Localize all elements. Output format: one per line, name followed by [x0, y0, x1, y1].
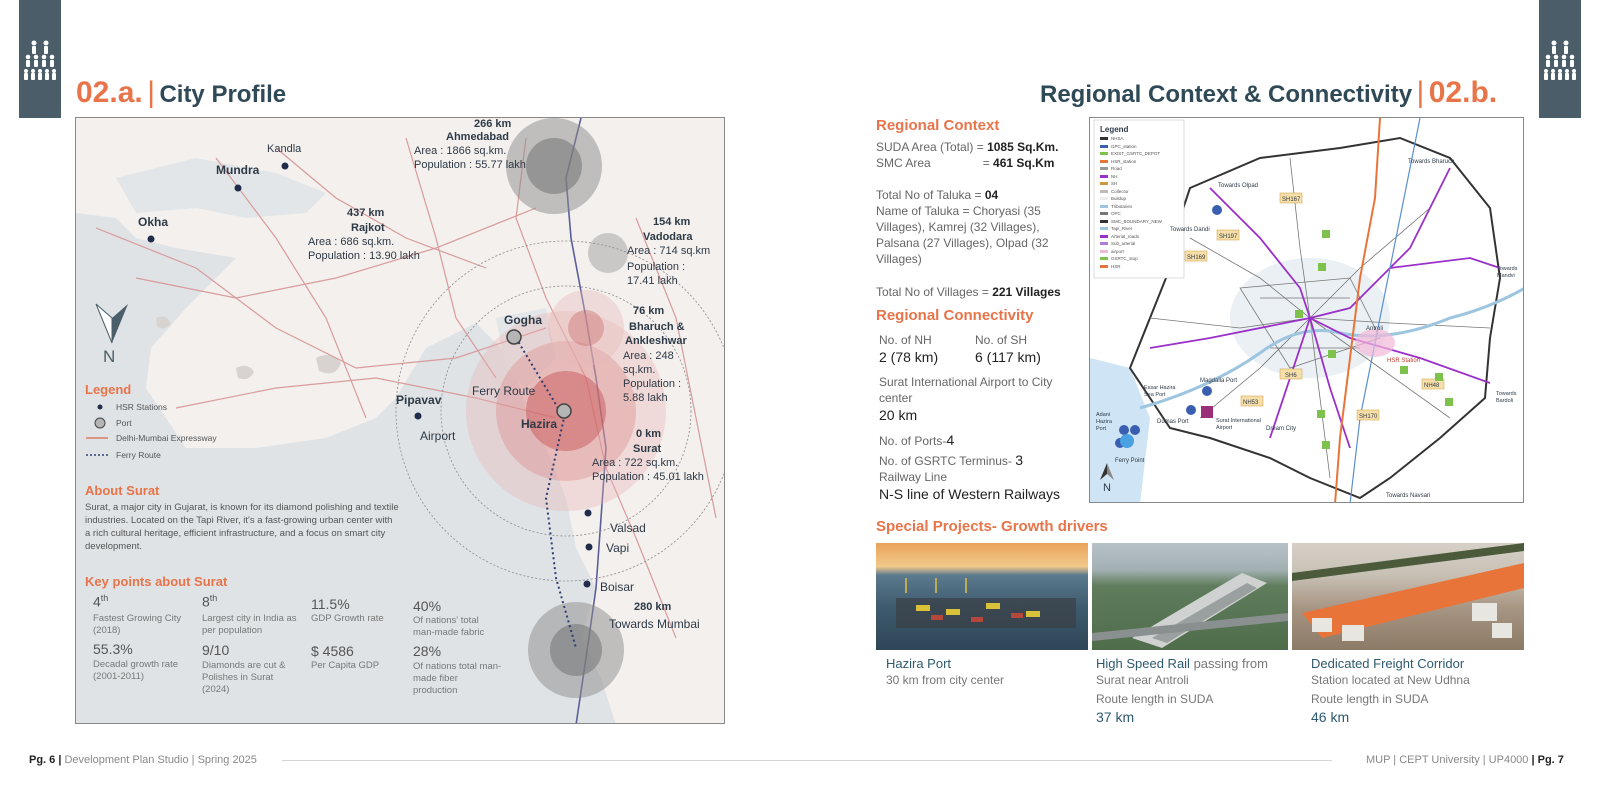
suda-legend-swatch [1100, 145, 1108, 148]
keypoint-label: Diamonds are cut & Polishes in Surat (2024) [202, 660, 286, 695]
map-label-kandla: Kandla [267, 143, 302, 155]
suda-region-map [1089, 117, 1524, 503]
suda-label-towards-mandvi: Towards Mandvi [1497, 266, 1518, 279]
regional-connectivity-title: Regional Connectivity [876, 307, 1034, 324]
legend-item-hsr: HSR Stations [116, 402, 168, 412]
suda-legend-swatch [1100, 257, 1108, 260]
suda-legend-item [1100, 248, 1182, 256]
freight-corridor-photo [1292, 543, 1524, 650]
map-label-valsad: Valsad [610, 521, 646, 535]
keypoint-value: 8th [202, 593, 218, 610]
suda-legend-swatch [1100, 167, 1108, 170]
project-3-sub2: Route length in SUDA [1311, 692, 1429, 706]
suda-legend-label: HSR_station [1111, 158, 1137, 164]
suda-label-sh6: SH6 [1285, 373, 1297, 379]
map-label-mumbai-km: 280 km [634, 601, 672, 613]
keypoint-label: Largest city in India as per population [202, 613, 297, 636]
project-3-sub1: Station located at New Udhna [1311, 673, 1470, 687]
keypoint-value: 55.3% [93, 641, 133, 657]
right-corner-tab [1539, 0, 1581, 118]
suda-label-sh170: SH170 [1359, 414, 1378, 420]
sh-label: No. of SH [975, 333, 1028, 347]
suda-legend-label: SH [1111, 181, 1118, 186]
suda-legend-swatch [1100, 212, 1108, 215]
nh-label: No. of NH [879, 333, 932, 347]
keypoint-label: GDP Growth rate [311, 613, 384, 624]
sh-value: 6 (117 km) [975, 349, 1041, 365]
suda-legend-item [1100, 180, 1182, 188]
regional-context-title: Regional Context [876, 117, 1000, 134]
suda-legend-swatch [1100, 250, 1108, 253]
north-arrow-label: N [103, 347, 116, 366]
map-label-surat-area: Area : 722 sq.km. [592, 457, 679, 469]
map-legend-title: Legend [85, 382, 132, 397]
suda-label-towards-bharuch: Towards Bharuch [1408, 159, 1455, 165]
suda-label-hsr-station: HSR Station [1387, 358, 1421, 364]
suda-legend-item [1100, 173, 1182, 181]
suda-legend-swatch [1100, 220, 1108, 223]
dfc-graphic [1292, 543, 1524, 650]
suda-legend-label: Tributaries [1111, 203, 1133, 209]
map-label-vapi: Vapi [606, 541, 630, 555]
left-title-number: 02.a. [76, 76, 143, 109]
gujarat-region-map [75, 117, 725, 724]
suda-legend-label: HSR [1111, 263, 1121, 269]
suda-legend-swatch [1100, 175, 1108, 178]
suda-label-nh53: NH53 [1243, 400, 1259, 406]
suda-legend-swatch [1100, 160, 1108, 163]
suda-legend-label: OPC [1111, 211, 1121, 216]
suda-label-nh48: NH48 [1424, 383, 1440, 389]
suda-legend-item [1100, 158, 1182, 166]
suda-legend-label: Sub_arterial [1111, 241, 1136, 246]
airport-distance-value: 20 km [879, 407, 918, 423]
title-separator: | [1416, 76, 1425, 109]
map-label-towards-mumbai: Towards Mumbai [609, 617, 700, 631]
suda-legend-swatch [1100, 235, 1108, 238]
keypoint-value: 9/10 [202, 642, 230, 658]
legend-item-ferry: Ferry Route [116, 450, 161, 460]
suda-label-ferry-point: Ferry Point [1115, 458, 1145, 464]
suda-legend-swatch [1100, 242, 1108, 245]
suda-legend-label: SMC_BOUNDARY_NEW [1111, 218, 1162, 224]
keypoint-value: 28% [413, 643, 442, 659]
hazira-port-graphic [876, 543, 1088, 650]
map-label-hazira: Hazira [521, 417, 558, 431]
map-label-ahmedabad-pop: Population : 55.77 lakh [414, 159, 526, 171]
suda-legend-item [1100, 255, 1182, 263]
project-2-value: 37 km [1096, 709, 1135, 725]
project-3-value: 46 km [1311, 709, 1350, 725]
suda-legend-label: GSRTC_stop [1111, 256, 1138, 261]
high-speed-rail-photo [1092, 543, 1288, 650]
hazira-port-photo [876, 543, 1088, 650]
suda-legend-item [1100, 135, 1182, 143]
suda-legend-item [1100, 195, 1182, 203]
right-page-title [1040, 76, 1497, 110]
airport-distance-label2: center [879, 391, 913, 405]
map-label-bharuch-area1: Area : 248 [623, 350, 674, 362]
keypoint-value: 4th [93, 593, 109, 610]
suda-label-essar: Essar Hazira Sea Port [1144, 385, 1176, 398]
railway-label: Railway Line [879, 470, 948, 484]
map-label-surat-pop: Population : 45.01 lakh [592, 471, 704, 483]
suda-legend-label: Tapi_River [1111, 226, 1133, 231]
suda-legend-swatch [1100, 265, 1108, 268]
suda-legend-title: Legend [1100, 125, 1129, 134]
map-label-ferry-route: Ferry Route [472, 384, 536, 398]
left-page-title [76, 76, 286, 110]
map-label-airport: Airport [420, 429, 456, 443]
map-label-gogha: Gogha [504, 313, 542, 327]
suda-legend-label: Road [1111, 166, 1122, 171]
suda-legend-list [1100, 135, 1182, 270]
people-group-icon [1541, 35, 1579, 83]
keypoint-label: Of nations total man-made fiber production [413, 661, 502, 696]
footer-divider [282, 760, 1332, 761]
keypoint-value: $ 4586 [311, 643, 354, 659]
right-title-number: 02.b. [1428, 76, 1498, 109]
suda-legend-item [1100, 165, 1182, 173]
suda-legend-swatch [1100, 205, 1108, 208]
legend-item-port: Port [116, 418, 132, 428]
ports-count-line: No. of Ports-4 [879, 432, 955, 448]
suda-legend-swatch [1100, 182, 1108, 185]
project-2-sub1: Surat near Antroli [1096, 673, 1189, 687]
suda-legend-label: EXIST_GSRTC_DEPOT [1111, 151, 1161, 156]
map-label-bharuch1: Bharuch & [629, 321, 685, 333]
map-label-mundra: Mundra [216, 163, 260, 177]
project-1-sub1: 30 km from city center [886, 673, 1005, 687]
suda-legend-item [1100, 203, 1182, 211]
taluka-names-line: Villages), Kamrej (32 Villages), [876, 220, 1040, 234]
map-label-ahmedabad: Ahmedabad [446, 131, 509, 143]
suda-label-antroli: Antroli [1366, 326, 1384, 332]
taluka-count-line: Total No of Taluka = 04 [876, 188, 999, 202]
keypoint-label: Per Capita GDP [311, 660, 380, 671]
left-title-text: City Profile [159, 81, 287, 108]
keypoint-label: Of nations' total man-made fabric [413, 615, 485, 638]
people-group-icon [21, 35, 59, 83]
footer-right: MUP | CEPT University | UP4000 | Pg. 7 [1366, 754, 1564, 766]
map-label-rajkot-area: Area : 686 sq.km. [308, 236, 395, 248]
map-label-bharuch-pop2: 5.88 lakh [623, 392, 668, 404]
suda-legend-item [1100, 150, 1182, 158]
project-3-title: Dedicated Freight Corridor [1311, 656, 1465, 671]
about-surat-text: Surat, a major city in Gujarat, is known for its diamond polishing and textile industries. Located on the Tapi River, it's a fast-growing urban center with a rich cultural heritage, efficient infrastructure, and a focus on smart city development. [85, 502, 399, 552]
suda-area-line: SUDA Area (Total) = 1085 Sq.Km. [876, 140, 1059, 154]
left-corner-tab [19, 0, 61, 118]
suda-label-sh197: SH197 [1219, 234, 1238, 240]
project-2-title: High Speed Rail passing from [1096, 656, 1268, 671]
suda-legend-swatch [1100, 197, 1108, 200]
map-label-ahmedabad-km: 266 km [474, 118, 512, 130]
nh-value: 2 (78 km) [879, 349, 939, 365]
project-2-sub2: Route length in SUDA [1096, 692, 1214, 706]
map-label-vadodara-pop1: Population : [627, 261, 686, 273]
map-label-vadodara-km: 154 km [653, 216, 691, 228]
suda-legend-label: Arterial_roads [1111, 233, 1140, 239]
suda-label-sh169: SH169 [1187, 255, 1206, 261]
suda-legend-label: NHSA [1111, 136, 1124, 141]
map-label-boisar: Boisar [600, 580, 635, 594]
footer-left: Pg. 6 | Development Plan Studio | Spring 2025 [29, 754, 257, 766]
suda-label-adani: Adani Hazira Port [1096, 412, 1112, 432]
taluka-names-line: Palsana (27 Villages), Olpad (32 [876, 236, 1049, 250]
map-label-rajkot-pop: Population : 13.90 lakh [308, 250, 420, 262]
suda-legend-swatch [1100, 227, 1108, 230]
villages-count-line: Total No of Villages = 221 Villages [876, 285, 1061, 299]
map-label-vadodara-area: Area : 714 sq.km [627, 245, 711, 257]
suda-north-label: N [1103, 482, 1111, 494]
right-title-text: Regional Context & Connectivity [1040, 81, 1413, 108]
gsrtc-count-line: No. of GSRTC Terminus- 3 [879, 452, 1024, 468]
map-label-surat: Surat [633, 443, 662, 455]
hsr-graphic [1092, 543, 1288, 650]
project-1-title: Hazira Port [886, 656, 952, 671]
map-label-vadodara: Vadodara [643, 231, 693, 243]
map-label-surat-km: 0 km [636, 428, 662, 440]
railway-value: N-S line of Western Railways [879, 486, 1061, 502]
suda-label-magdalla: Magdalla Port [1200, 378, 1238, 384]
title-separator: | [147, 76, 155, 109]
keypoint-value: 11.5% [311, 596, 350, 612]
suda-legend-label: GPC_station [1111, 143, 1137, 149]
suda-label-towards-dandi: Towards Dandi [1170, 227, 1210, 233]
keypoint-label: Decadal growth rate (2001-2011) [93, 659, 179, 682]
suda-label-dumas: Dumas Port [1157, 419, 1189, 425]
map-label-bharuch-km: 76 km [633, 305, 665, 317]
suda-legend-item [1100, 210, 1182, 218]
map-label-okha: Okha [138, 215, 169, 229]
suda-label-towards-navsari: Towards Navsari [1386, 493, 1431, 499]
legend-item-expressway: Delhi-Mumbai Expressway [116, 433, 217, 443]
smc-area-line: SMC Area = 461 Sq.Km [876, 156, 1055, 170]
map-label-rajkot: Rajkot [351, 222, 385, 234]
suda-legend-swatch [1100, 152, 1108, 155]
suda-legend-label: Collector [1111, 188, 1129, 194]
suda-legend-item [1100, 240, 1182, 248]
airport-distance-label: Surat International Airport to City [879, 375, 1053, 389]
suda-label-airport: Surat International Airport [1216, 418, 1261, 431]
suda-label-towards-olpad: Towards Olpad [1218, 183, 1259, 189]
map-label-bharuch2: Ankleshwar [625, 335, 687, 347]
keypoint-value: 40% [413, 598, 442, 614]
about-surat-title: About Surat [85, 483, 160, 498]
suda-label-dream-city: Dream City [1266, 426, 1297, 432]
suda-legend-swatch [1100, 190, 1108, 193]
map-label-vadodara-pop2: 17.41 lakh [627, 275, 678, 287]
suda-legend-swatch [1100, 137, 1108, 140]
suda-legend-label: NH [1111, 173, 1118, 179]
suda-legend-item [1100, 263, 1182, 271]
suda-legend-label: Buildup [1111, 196, 1127, 201]
keypoints-title: Key points about Surat [85, 574, 228, 589]
suda-label-towards-bardoli: Towards Bardoli [1496, 391, 1517, 404]
map-label-bharuch-area2: sq.km. [623, 364, 656, 376]
special-projects-title: Special Projects- Growth drivers [876, 518, 1108, 535]
map-label-rajkot-km: 437 km [347, 207, 385, 219]
taluka-names-line: Villages) [876, 252, 922, 266]
taluka-names-line: Name of Taluka = Choryasi (35 [876, 204, 1041, 218]
suda-legend-label: airport [1111, 248, 1124, 254]
map-label-ahmedabad-area: Area : 1866 sq.km. [414, 145, 507, 157]
suda-legend-item [1100, 143, 1182, 151]
suda-legend-item [1100, 188, 1182, 196]
suda-label-sh167: SH167 [1282, 197, 1301, 203]
map-label-bharuch-pop1: Population : [623, 378, 682, 390]
keypoint-label: Fastest Growing City (2018) [93, 613, 182, 636]
map-label-pipavav: Pipavav [396, 393, 442, 407]
